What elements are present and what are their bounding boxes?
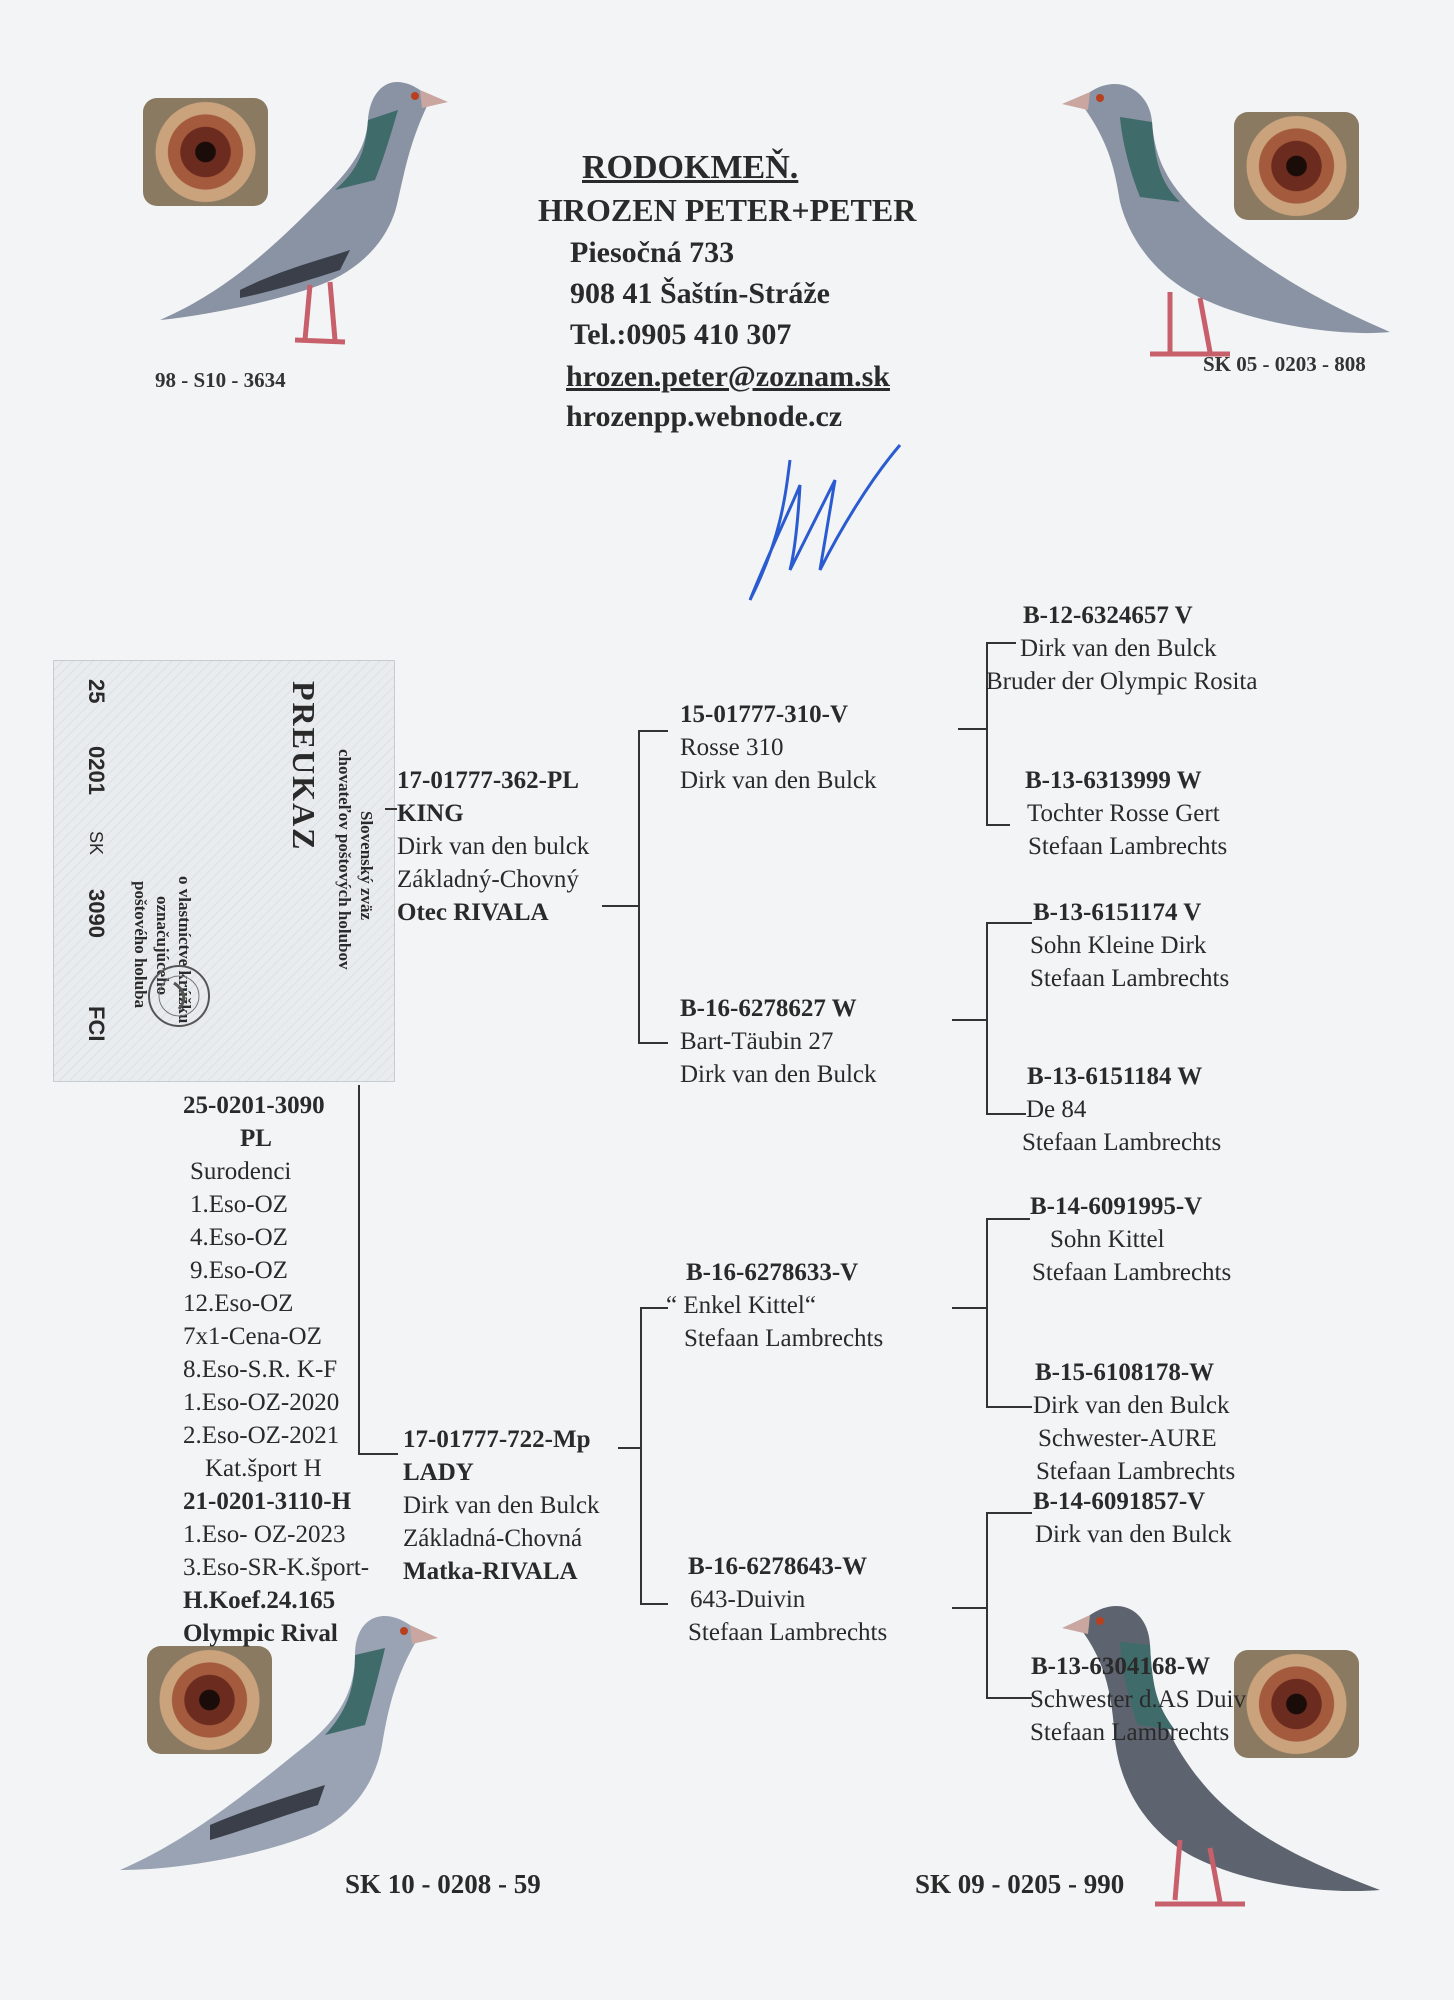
subject-ring: 25-0201-3090 <box>183 1092 325 1119</box>
signature <box>740 440 910 610</box>
photo-ring-bottom-left: SK 10 - 0208 - 59 <box>345 1869 541 1899</box>
subject-result-line: Surodenci <box>190 1158 292 1185</box>
sire-breeder: Dirk van den bulck <box>397 833 590 860</box>
card-stamp-seal <box>144 961 214 1031</box>
subject-result-line: 3.Eso-SR-K.šport- <box>183 1554 370 1581</box>
tree-line <box>640 1603 668 1605</box>
grandsire-maternal-line: Stefaan Lambrechts <box>684 1325 884 1352</box>
dam-name: LADY <box>403 1459 474 1486</box>
ggp-ring: B-13-6304168-W <box>1031 1653 1211 1680</box>
granddam-paternal-line: Bart-Täubin 27 <box>680 1028 834 1055</box>
dam-note: Matka-RIVALA <box>403 1558 578 1585</box>
subject-result-line: 1.Eso-OZ-2020 <box>183 1389 340 1416</box>
subject-result-line: 1.Eso- OZ-2023 <box>183 1521 346 1548</box>
subject-sex: PL <box>240 1125 272 1152</box>
pigeon-photo-top-left <box>130 60 450 370</box>
tree-line <box>952 1607 986 1609</box>
sire-ring: 17-01777-362-PL <box>397 767 579 794</box>
owner-city: 908 41 Šaštín-Stráže <box>570 277 830 310</box>
ggp-line: Sohn Kleine Dirk <box>1030 932 1207 959</box>
ggp-ring: B-15-6108178-W <box>1035 1359 1215 1386</box>
photo-ring-top-right: SK 05 - 0203 - 808 <box>1203 352 1366 376</box>
card-country: SK <box>86 831 106 856</box>
ggp-line: Dirk van den Bulck <box>1033 1392 1230 1419</box>
subject-result-line: 7x1-Cena-OZ <box>183 1323 322 1350</box>
tree-line <box>640 1307 668 1309</box>
tree-line <box>986 824 1010 826</box>
owner-website[interactable]: hrozenpp.webnode.cz <box>566 400 843 433</box>
ggp-ring: B-12-6324657 V <box>1023 602 1193 629</box>
ggp-line: Dirk van den Bulck <box>1035 1521 1232 1548</box>
card-sub-line3: poštového holuba <box>131 881 150 1009</box>
ggp-line: Stefaan Lambrechts <box>1028 833 1228 860</box>
tree-line <box>602 905 638 907</box>
granddam-paternal-line: Dirk van den Bulck <box>680 1061 877 1088</box>
photo-ring-bottom-right: SK 09 - 0205 - 990 <box>915 1869 1125 1899</box>
tree-line <box>952 1307 986 1309</box>
ggp-line: Stefaan Lambrechts <box>1036 1458 1236 1485</box>
subject-name: Olympic Rival <box>183 1620 338 1647</box>
card-sub-line2: označujúceho <box>153 896 172 996</box>
card-org-line1: Slovenský zväz <box>357 811 376 921</box>
page-title: RODOKMEŇ. <box>582 149 799 186</box>
pigeon-photo-top-right <box>1060 62 1400 382</box>
tree-line <box>986 1218 1030 1220</box>
tree-line <box>986 1512 1032 1514</box>
card-club: 0201 <box>84 746 109 795</box>
ggp-line: Schwester-AURE <box>1038 1425 1217 1452</box>
card-number: 3090 <box>84 889 109 938</box>
ggp-line: Sohn Kittel <box>1050 1226 1165 1253</box>
subject-result-line: 1.Eso-OZ <box>190 1191 288 1218</box>
tree-line <box>358 1085 360 1455</box>
ggp-line: Tochter Rosse Gert <box>1027 800 1220 827</box>
tree-line <box>618 1447 640 1449</box>
tree-line <box>986 1218 988 1406</box>
tree-line <box>358 1453 398 1455</box>
ggp-line: Stefaan Lambrechts <box>1032 1259 1232 1286</box>
grandsire-maternal-line: “ Enkel Kittel“ <box>666 1292 816 1319</box>
grandsire-paternal-line: Dirk van den Bulck <box>680 767 877 794</box>
sire-type: Základný-Chovný <box>397 866 579 893</box>
subject-result-line: 9.Eso-OZ <box>190 1257 288 1284</box>
tree-line <box>638 730 668 732</box>
tree-line <box>986 922 988 1114</box>
granddam-maternal-ring: B-16-6278643-W <box>688 1553 868 1580</box>
tree-line <box>986 1113 1026 1115</box>
card-title: PREUKAZ <box>286 681 322 852</box>
tree-line <box>385 808 397 810</box>
card-org-line2: chovateľov poštových holubov <box>335 749 354 970</box>
subject-coefficient: H.Koef.24.165 <box>183 1587 336 1614</box>
granddam-maternal-line: Stefaan Lambrechts <box>688 1619 888 1646</box>
registration-card-content <box>54 661 394 1081</box>
subject-result-line: 12.Eso-OZ <box>183 1290 294 1317</box>
subject-result-line: 8.Eso-S.R. K-F <box>183 1356 338 1383</box>
registration-card <box>53 660 395 1082</box>
grandsire-maternal-ring: B-16-6278633-V <box>686 1259 859 1286</box>
dam-type: Základná-Chovná <box>403 1525 583 1552</box>
owner-phone: Tel.:0905 410 307 <box>570 318 792 351</box>
sire-note: Otec RIVALA <box>397 899 549 926</box>
tree-line <box>986 642 1016 644</box>
dam-ring: 17-01777-722-Mp <box>403 1426 591 1453</box>
tree-line <box>958 728 986 730</box>
ggp-ring: B-13-6151184 W <box>1027 1063 1203 1090</box>
ggp-ring: B-14-6091857-V <box>1033 1488 1206 1515</box>
tree-line <box>986 922 1032 924</box>
subject-result-line: 2.Eso-OZ-2021 <box>183 1422 340 1449</box>
ggp-line: Dirk van den Bulck <box>1020 635 1217 662</box>
ggp-line: Bruder der Olympic Rosita <box>986 668 1258 695</box>
granddam-paternal-ring: B-16-6278627 W <box>680 995 857 1022</box>
tree-line <box>638 1042 668 1044</box>
grandsire-paternal-ring: 15-01777-310-V <box>680 701 849 728</box>
tree-line <box>640 1307 642 1603</box>
ggp-line: Stefaan Lambrechts <box>1030 1719 1230 1746</box>
tree-line <box>952 1019 986 1021</box>
tree-line <box>986 1512 988 1698</box>
card-fci: FCI <box>84 1006 109 1042</box>
ggp-line: De 84 <box>1026 1096 1087 1123</box>
ggp-line: Schwester d.AS Duiv <box>1030 1686 1246 1713</box>
subject-result-line: Kat.šport H <box>205 1455 322 1482</box>
sire-name: KING <box>397 800 464 827</box>
tree-line <box>986 1697 1032 1699</box>
grandsire-paternal-line: Rosse 310 <box>680 734 784 761</box>
card-year: 25 <box>84 679 109 704</box>
card-sub-line1: o vlastníctve krúžku <box>175 876 194 1024</box>
owner-name: HROZEN PETER+PETER <box>538 192 917 228</box>
photo-ring-top-left: 98 - S10 - 3634 <box>155 368 286 392</box>
ggp-ring: B-13-6151174 V <box>1033 899 1202 926</box>
tree-line <box>986 1406 1032 1408</box>
subject-ring-2: 21-0201-3110-H <box>183 1488 352 1515</box>
ggp-ring: B-13-6313999 W <box>1025 767 1202 794</box>
ggp-ring: B-14-6091995-V <box>1030 1193 1203 1220</box>
owner-street: Piesočná 733 <box>570 236 735 269</box>
ggp-line: Stefaan Lambrechts <box>1022 1129 1222 1156</box>
granddam-maternal-line: 643-Duivin <box>690 1586 806 1613</box>
dam-breeder: Dirk van den Bulck <box>403 1492 600 1519</box>
owner-email[interactable]: hrozen.peter@zoznam.sk <box>566 360 890 393</box>
tree-line <box>638 730 640 1042</box>
ggp-line: Stefaan Lambrechts <box>1030 965 1230 992</box>
subject-result-line: 4.Eso-OZ <box>190 1224 288 1251</box>
